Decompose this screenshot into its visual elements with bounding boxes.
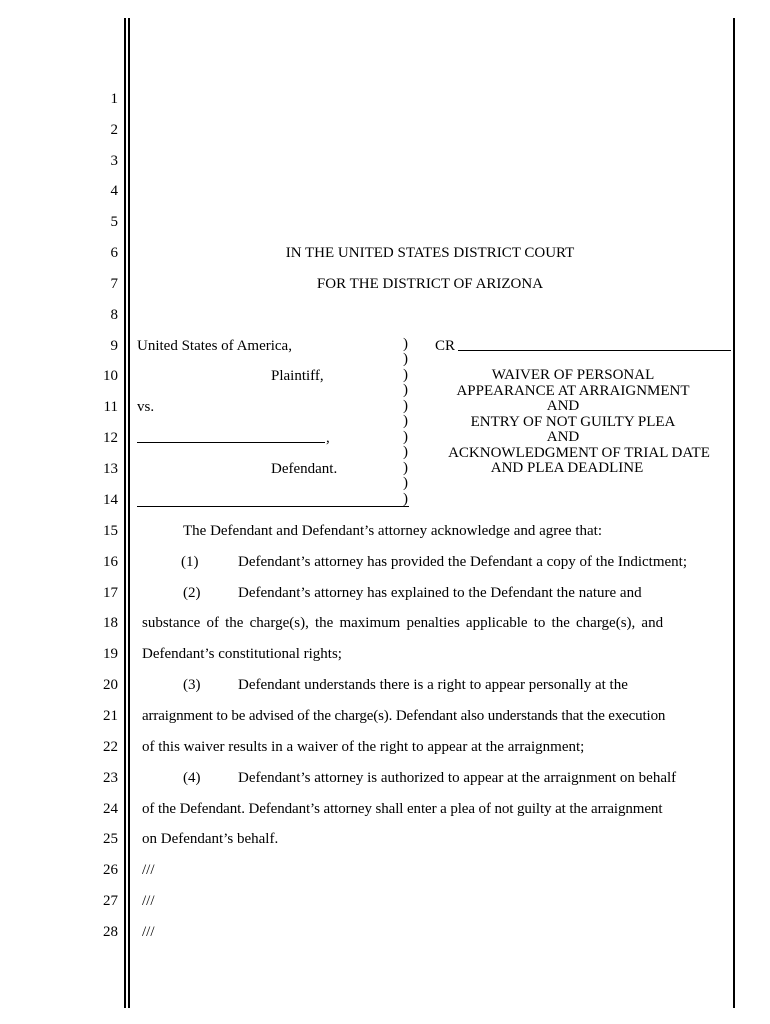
line-number: 18 — [103, 615, 118, 631]
caption-paren: ) — [403, 413, 408, 429]
caption-bottom-line — [137, 506, 409, 507]
line-number: 2 — [110, 122, 118, 138]
item-3-line-2: arraignment to be advised of the charge(s). Defendant also understands that the execution — [142, 708, 666, 724]
line-number: 24 — [103, 801, 118, 817]
item-2-line-3: Defendant’s constitutional rights; — [142, 646, 342, 662]
line-number: 1 — [110, 91, 118, 107]
item-4-line-3: on Defendant’s behalf. — [142, 831, 279, 847]
continuation-slashes: /// — [142, 893, 155, 909]
case-number-prefix: CR — [435, 338, 456, 354]
line-number: 3 — [110, 153, 118, 169]
title-line: AND — [546, 429, 580, 445]
item-4-line-2: of the Defendant. Defendant’s attorney shall enter a plea of not guilty at the arraignment — [142, 801, 663, 817]
title-line: AND PLEA DEADLINE — [490, 460, 644, 476]
line-number: 7 — [110, 276, 118, 292]
plaintiff-party-name: United States of America, — [137, 338, 292, 354]
caption-paren: ) — [403, 491, 408, 507]
item-3-number: (3) — [183, 677, 201, 693]
continuation-slashes: /// — [142, 924, 155, 940]
caption-paren: ) — [403, 460, 408, 476]
left-margin-rule-inner — [128, 18, 130, 1008]
item-3-line-1: Defendant understands there is a right to appear personally at the — [238, 677, 628, 693]
item-4-line-1: Defendant’s attorney is authorized to appear at the arraignment on behalf — [238, 770, 677, 786]
title-line: WAIVER OF PERSONAL — [491, 367, 655, 383]
title-line: ACKNOWLEDGMENT OF TRIAL DATE — [448, 445, 710, 461]
caption-paren: ) — [403, 429, 408, 445]
line-number: 15 — [103, 523, 118, 539]
line-number: 26 — [103, 862, 118, 878]
item-2-number: (2) — [183, 585, 201, 601]
case-number-line — [458, 350, 731, 351]
line-number: 16 — [103, 554, 118, 570]
line-number: 13 — [103, 461, 118, 477]
line-number: 17 — [103, 585, 118, 601]
defendant-name-line — [137, 442, 325, 443]
line-number: 10 — [103, 368, 118, 384]
court-name: IN THE UNITED STATES DISTRICT COURT — [285, 245, 575, 261]
line-number: 12 — [103, 430, 118, 446]
line-number: 25 — [103, 831, 118, 847]
line-number: 11 — [103, 399, 118, 415]
caption-paren: ) — [403, 367, 408, 383]
versus-label: vs. — [137, 399, 155, 415]
caption-paren: ) — [403, 475, 408, 491]
body-intro: The Defendant and Defendant’s attorney acknowledge and agree that: — [183, 523, 602, 539]
item-2-line-2: substance of the charge(s), the maximum penalties applicable to the charge(s), and — [142, 615, 664, 631]
line-number: 5 — [110, 214, 118, 230]
line-number: 28 — [103, 924, 118, 940]
line-number: 14 — [103, 492, 118, 508]
left-margin-rule-outer — [124, 18, 126, 1008]
line-number: 4 — [110, 183, 118, 199]
caption-paren: ) — [403, 398, 408, 414]
item-3-line-3: of this waiver results in a waiver of the right to appear at the arraignment; — [142, 739, 585, 755]
item-4-number: (4) — [183, 770, 201, 786]
title-line: APPEARANCE AT ARRAIGNMENT — [456, 383, 690, 399]
court-district: FOR THE DISTRICT OF ARIZONA — [316, 276, 544, 292]
title-line: ENTRY OF NOT GUILTY PLEA — [470, 414, 676, 430]
defendant-name-comma: , — [326, 430, 330, 446]
plaintiff-label: Plaintiff, — [271, 368, 324, 384]
caption-paren: ) — [403, 336, 408, 352]
defendant-label: Defendant. — [271, 461, 338, 477]
item-2-line-1: Defendant’s attorney has explained to the Defendant the nature and — [238, 585, 642, 601]
title-line: AND — [546, 398, 580, 414]
line-number: 19 — [103, 646, 118, 662]
item-1-number: (1) — [181, 554, 199, 570]
caption-paren: ) — [403, 351, 408, 367]
continuation-slashes: /// — [142, 862, 155, 878]
right-margin-rule — [733, 18, 735, 1008]
line-number: 8 — [110, 307, 118, 323]
line-number: 6 — [110, 245, 118, 261]
line-number: 23 — [103, 770, 118, 786]
caption-paren: ) — [403, 444, 408, 460]
item-1-text: Defendant’s attorney has provided the Defendant a copy of the Indictment; — [238, 554, 688, 570]
caption-paren: ) — [403, 382, 408, 398]
line-number: 9 — [110, 338, 118, 354]
line-number: 21 — [103, 708, 118, 724]
line-number: 20 — [103, 677, 118, 693]
line-number: 22 — [103, 739, 118, 755]
line-number: 27 — [103, 893, 118, 909]
